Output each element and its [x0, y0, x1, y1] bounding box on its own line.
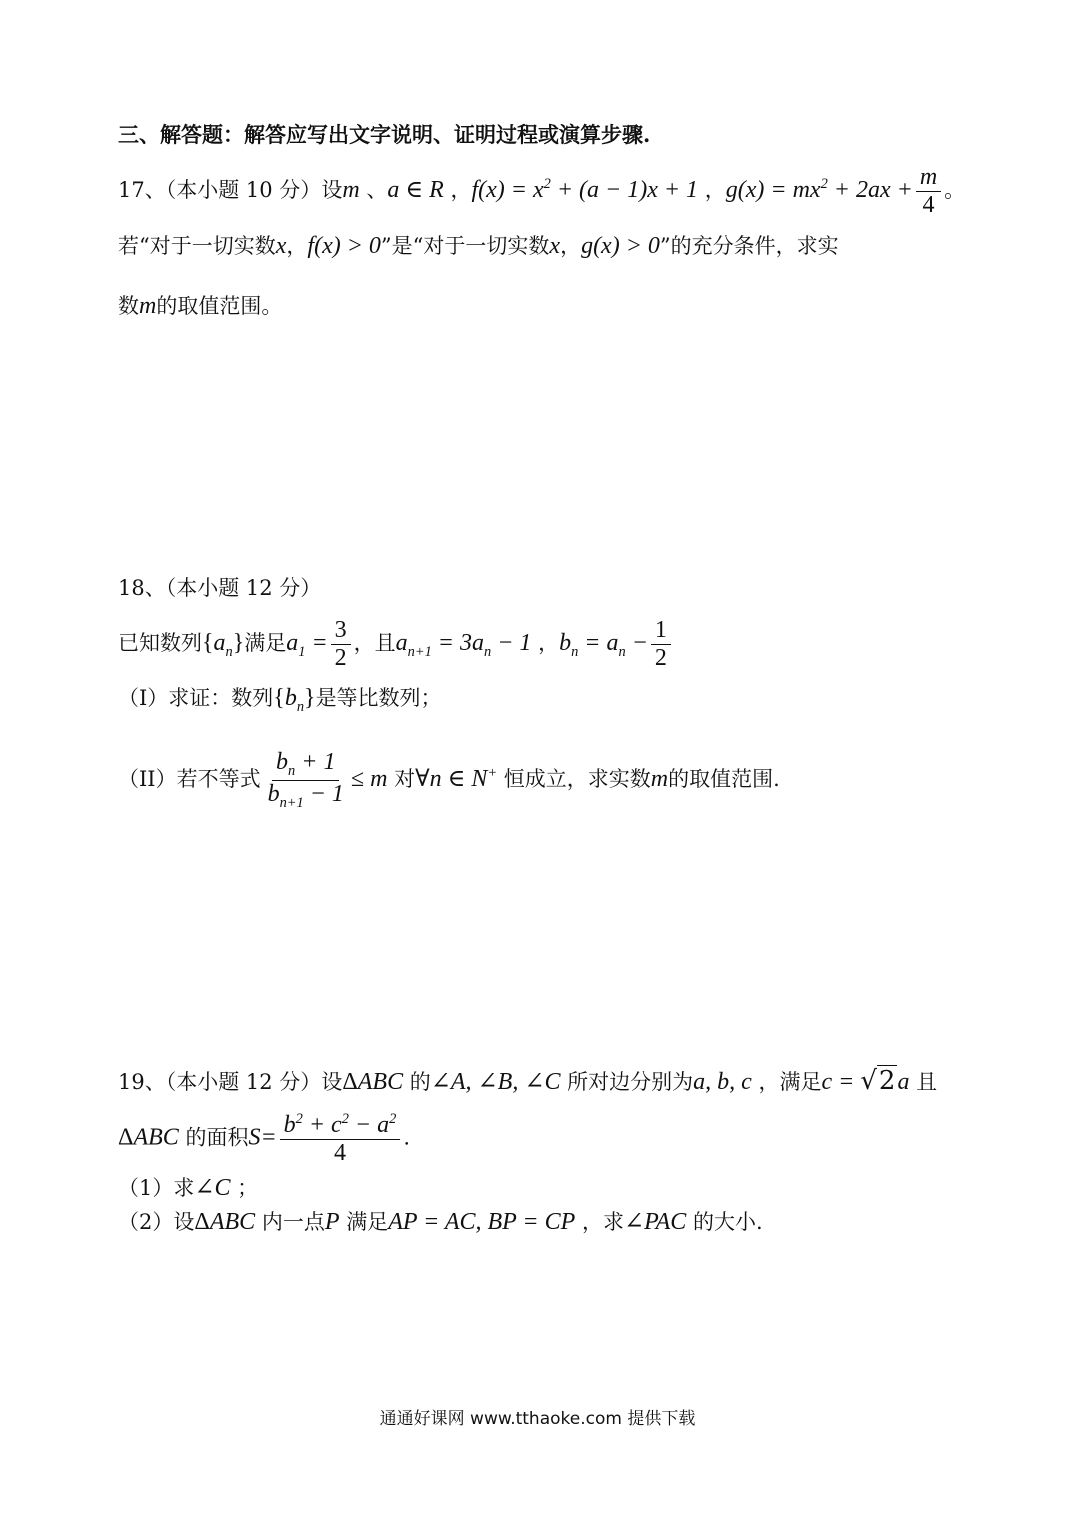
q19-S: S=	[248, 1124, 277, 1151]
q19-P: P	[324, 1209, 340, 1235]
q19-angles: ∠A, ∠B, ∠C	[430, 1069, 561, 1095]
q19-satisfy: ，满足	[758, 1070, 822, 1094]
q17-g-def: $g(x) = mx^2 + 2ax$ +	[725, 176, 913, 204]
q17-f-def-rest: $(x) = x^2 + (a - 1)x + 1$	[478, 176, 699, 204]
q17-ask: 数	[118, 294, 139, 318]
q18-recurrence: $a_{n+1} = 3a_n - 1$	[395, 630, 532, 660]
q18-le-m: ≤ m	[350, 765, 388, 792]
q19-triangle-3: ΔABC	[194, 1209, 256, 1235]
q18-part1-label: （I）求证：数列	[118, 686, 274, 710]
q19-opposite-sides: 所对边分别为	[567, 1070, 694, 1094]
q17-points: （本小题 10 分）	[165, 178, 322, 203]
q17-set-word: 设	[321, 178, 343, 203]
footer-credit: 通通好课网 www.tthaoke.com 提供下载	[379, 1409, 696, 1429]
q18-range: 的取值范围.	[668, 766, 780, 791]
q18-part2	[118, 750, 780, 811]
q17-m: m	[139, 293, 157, 319]
q19-angle-PAC: ∠PAC	[623, 1209, 687, 1235]
q19-area-fraction: $\frac{b^2 + c^2 - a^2}{4}$	[280, 1112, 401, 1166]
q18-one-half: $\frac{1}{2}$	[651, 618, 671, 671]
q19-part1-label: （1）求	[118, 1176, 195, 1200]
q17-line-3	[118, 292, 282, 321]
q19-find: ，求	[581, 1210, 624, 1234]
q19-line-2: ΔABC 的面积S= $\frac{b^2 + c^2 - a^2}{4}$ .	[118, 1111, 411, 1167]
q19-line-1	[118, 1066, 937, 1097]
q18-satisfy: 满足	[244, 631, 287, 656]
q19-a: a	[897, 1069, 910, 1095]
q19-and: 且	[916, 1070, 938, 1094]
q18-holds: 恒成立，求实数	[503, 766, 651, 791]
q17-g-positive: g(x) > 0	[581, 233, 660, 259]
q18-part1	[118, 684, 442, 716]
q19-part2-label: （2）设	[118, 1210, 195, 1234]
q18-inequality-fraction: $\frac{b_n + 1}{b_{n+1} - 1}$	[267, 749, 344, 811]
q17-vars: m	[342, 177, 360, 204]
q19-inner-point: 内一点	[261, 1210, 325, 1234]
q19-conditions: AP = AC, BP = CP	[388, 1209, 576, 1235]
q17-m-over-4: $\frac{m}{4}$	[916, 165, 941, 218]
q17-quote-2: “对于一切实数	[412, 234, 550, 258]
q19-triangle-2: ΔABC	[118, 1124, 179, 1151]
q19-satisfy-2: 满足	[346, 1210, 389, 1234]
q17-f-positive: f(x) > 0	[307, 233, 381, 259]
q17-line-2: 若“对于一切实数x，f(x) > 0”是“对于一切实数x，g(x) > 0”的充分条件，求实	[118, 233, 839, 259]
q18-seq-a: $\{a_n\}$	[202, 630, 245, 660]
q18-n-in-N: ∀n ∈ N+	[415, 764, 498, 792]
q18-line-1: 已知数列$\{a_n\}$满足$a_1$ = $\frac{3}{2}$ ，且$a_{n+1} = 3a_n - 1$ ，$b_n = a_n$ − $\frac{1}{2}$	[118, 618, 674, 671]
q17-range: 的取值范围。	[156, 294, 283, 318]
q17-number: 17	[118, 178, 145, 203]
q19-of: 的	[409, 1070, 431, 1094]
q19-points: 、（本小题 12 分）设	[144, 1070, 343, 1094]
q17-sufficient: ”的充分条件，求实	[659, 234, 839, 258]
q17-x1: x	[275, 233, 287, 259]
q18-part2-label: （II）若不等式	[118, 766, 261, 791]
q19-triangle: ΔABC	[342, 1069, 404, 1095]
q17-x2: x	[549, 233, 561, 259]
q18-part1-tail: 是等比数列；	[315, 686, 442, 710]
q19-number: 19	[118, 1070, 145, 1094]
q18-seq-b: $\{b_n\}$	[273, 685, 316, 715]
q17-quote-1: “对于一切实数	[139, 234, 276, 258]
q19-angle-C: ∠C	[194, 1175, 231, 1201]
q17-if: 若	[118, 234, 139, 258]
q17-f-def: f	[471, 177, 479, 204]
q17-condition: a ∈ R	[387, 177, 444, 204]
q19-area-word: 的面积	[185, 1125, 249, 1150]
q17-is: ”是	[380, 234, 413, 258]
q18-known: 已知数列	[118, 631, 202, 656]
q19-sides: a, b, c	[693, 1069, 752, 1095]
q18-for-all: 对	[394, 766, 416, 791]
q19-c-eq: c =	[821, 1069, 861, 1095]
q18-a1: $a_1$ =	[286, 630, 328, 660]
q18-and: ，且	[353, 631, 396, 656]
q19-part2	[118, 1208, 763, 1237]
q18-three-halves: $\frac{3}{2}$	[331, 618, 351, 671]
q19-part1: （1）求∠C ；	[118, 1175, 259, 1201]
section-header: 三、解答题：解答应写出文字说明、证明过程或演算步骤.	[118, 122, 651, 147]
q17-line-1: 17、（本小题 10 分）设m 、a ∈ R ，$f(x) = x^2 + (a - 1)x + 1$ ，$g(x) = mx^2 + 2ax$ + $\frac{m}{4}$ 。	[118, 164, 966, 219]
q18-bn-def: $b_n = a_n$ −	[559, 630, 648, 660]
q19-sqrt2: √2	[860, 1066, 896, 1096]
q19-size: 的大小.	[692, 1210, 763, 1234]
q18-header: 18、（本小题 12 分）	[118, 576, 322, 600]
q18-m: m	[650, 765, 669, 792]
